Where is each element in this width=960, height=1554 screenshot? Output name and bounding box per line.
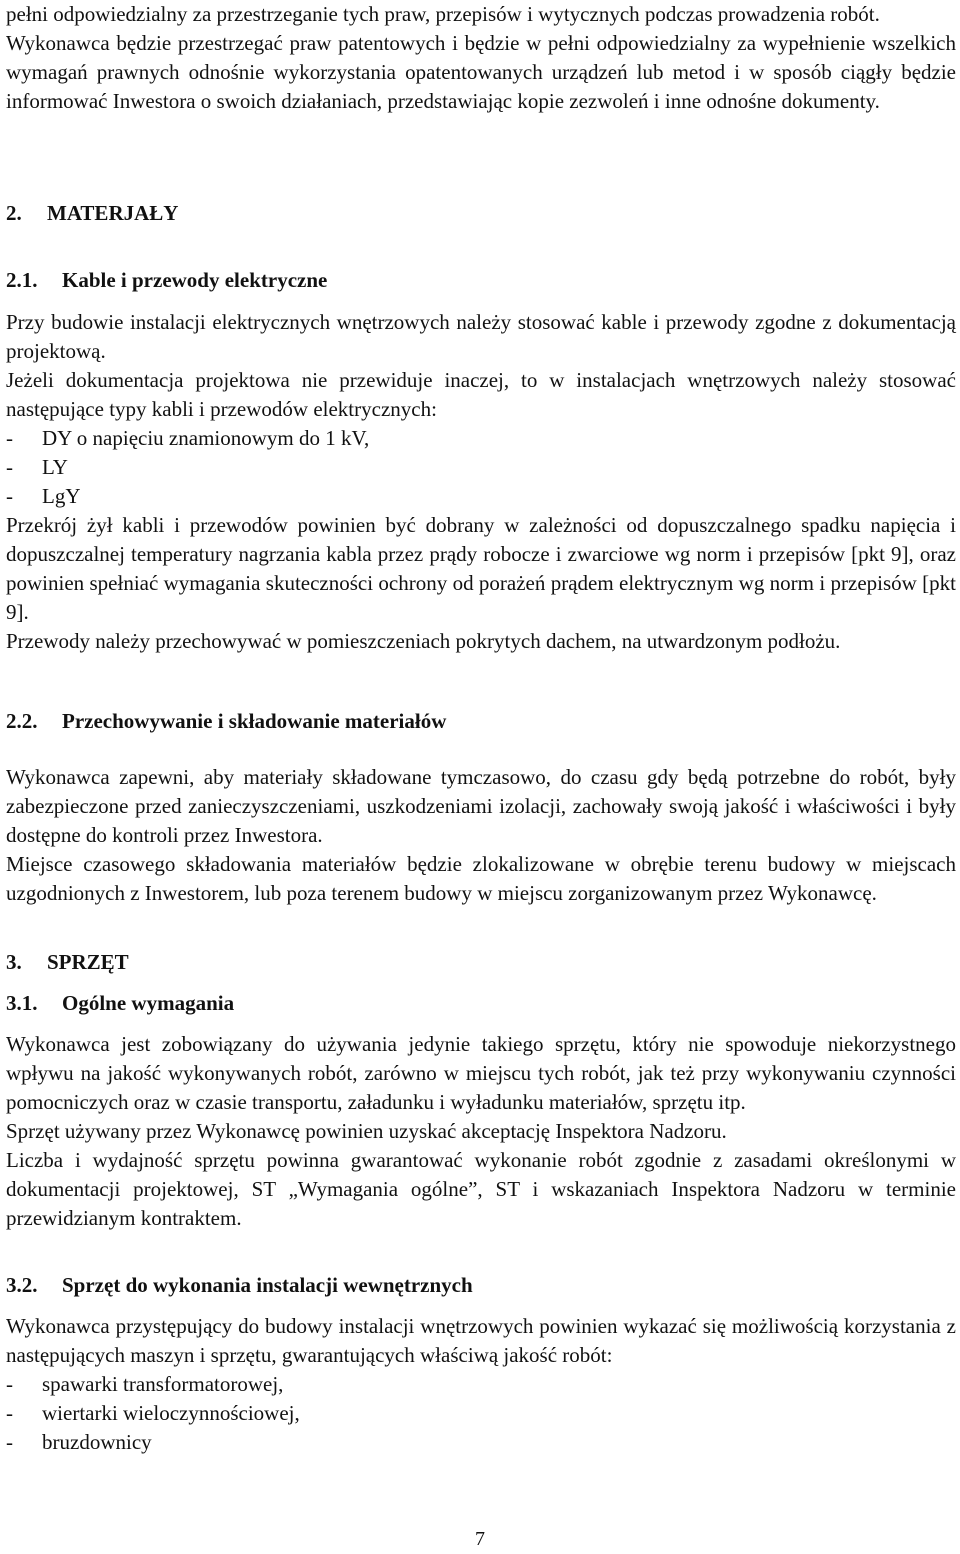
section-2-1-heading — [6, 266, 956, 295]
paragraph: Przewody należy przechowywać w pomieszczeniach pokrytych dachem, na utwardzonym podłożu. — [6, 629, 841, 653]
list-marker: - — [6, 1401, 13, 1425]
paragraph: Jeżeli dokumentacja projektowa nie przewiduje inaczej, to w instalacjach wnętrzowych należy stosować następujące typy kabli i przewodów elektrycznych: — [6, 368, 956, 421]
section-title: Przechowywanie i składowanie materiałów — [62, 709, 447, 733]
section-number: 3.2. — [6, 1273, 38, 1297]
section-number: 2.2. — [6, 709, 38, 733]
section-title: Ogólne wymagania — [62, 991, 235, 1015]
list-item: - DY o napięciu znamionowym do 1 kV, — [6, 424, 956, 453]
section-number: 3.1. — [6, 991, 38, 1015]
list-item: - spawarki transformatorowej, — [6, 1370, 956, 1399]
section-3-heading — [6, 948, 956, 977]
section-3-2-body — [6, 1312, 956, 1457]
section-3-2-heading — [6, 1271, 956, 1300]
paragraph-continuation: pełni odpowiedzialny za przestrzeganie tych praw, przepisów i wytycznych podczas prowadzenia robót. — [6, 2, 880, 26]
section-number: 2. — [6, 201, 22, 225]
list-item: - wiertarki wieloczynnościowej, — [6, 1399, 956, 1428]
paragraph: Sprzęt używany przez Wykonawcę powinien uzyskać akceptację Inspektora Nadzoru. — [6, 1119, 727, 1143]
paragraph-patents: Wykonawca będzie przestrzegać praw patentowych i będzie w pełni odpowiedzialny za wypełnienie wszelkich wymagań prawnych odnośnie wykorzystania opatentowanych urządzeń lub metod i w sposób ciągły będzie informować Inwestora o swoich działaniach, przedstawiając kopie zezwoleń i inne odnośne dokumenty. — [6, 31, 956, 113]
list-marker: - — [6, 426, 13, 450]
section-2-2-heading — [6, 707, 956, 736]
section-title: SPRZĘT — [47, 950, 129, 974]
list-item: - LgY — [6, 482, 956, 511]
paragraph: Wykonawca przystępujący do budowy instalacji wnętrzowych powinien wykazać się możliwością korzystania z następujących maszyn i sprzętu, gwarantujących właściwą jakość robót: — [6, 1314, 956, 1367]
section-number: 2.1. — [6, 268, 38, 292]
paragraph: Przekrój żył kabli i przewodów powinien być dobrany w zależności od dopuszczalnego spadku napięcia i dopuszczalnej temperatury nagrzania kabla przez prądy robocze i zwarciowe wg norm i przepisów [pkt 9], oraz powinien spełniać wymagania skuteczności ochrony od porażeń prądem elektrycznym wg norm i przepisów [pkt 9]. — [6, 513, 956, 624]
list-marker: - — [6, 484, 13, 508]
paragraph: Liczba i wydajność sprzętu powinna gwarantować wykonanie robót zgodnie z zasadami określonymi w dokumentacji projektowej, ST „Wymagania ogólne”, ST i wskazaniach Inspektora Nadzoru w terminie przewidzianym kontraktem. — [6, 1148, 956, 1230]
paragraph: Przy budowie instalacji elektrycznych wnętrzowych należy stosować kable i przewody zgodne z dokumentacją projektową. — [6, 310, 956, 363]
section-2-heading — [6, 199, 956, 228]
section-title: Kable i przewody elektryczne — [62, 268, 328, 292]
paragraph: Miejsce czasowego składowania materiałów będzie zlokalizowane w obrębie terenu budowy w miejscach uzgodnionych z Inwestorem, lub poza terenem budowy w miejscu zorganizowanym przez Wykonawcę. — [6, 852, 956, 905]
section-3-1-heading — [6, 989, 956, 1018]
page-number: 7 — [475, 1528, 485, 1550]
paragraph: Wykonawca jest zobowiązany do używania jedynie takiego sprzętu, który nie spowoduje niekorzystnego wpływu na jakość wykonywanych robót, zarówno w miejscu tych robót, jak też przy wykonywaniu czynności pomocniczych oraz w czasie transportu, załadunku i wyładunku materiałów, sprzętu itp. — [6, 1032, 956, 1114]
list-item: - bruzdownicy — [6, 1428, 956, 1457]
paragraph: Wykonawca zapewni, aby materiały składowane tymczasowo, do czasu gdy będą potrzebne do robót, były zabezpieczone przed zanieczyszczeniami, uszkodzeniami izolacji, zachowały swoją jakość i właściwości i były dostępne do kontroli przez Inwestora. — [6, 765, 956, 847]
section-3-1-body — [6, 1030, 956, 1233]
list-marker: - — [6, 455, 13, 479]
list-marker: - — [6, 1430, 13, 1454]
section-2-2-body — [6, 763, 956, 908]
section-title: MATERJAŁY — [47, 201, 179, 225]
intro-block — [6, 0, 956, 116]
section-2-1-body — [6, 308, 956, 656]
section-title: Sprzęt do wykonania instalacji wewnętrznych — [62, 1273, 473, 1297]
list-marker: - — [6, 1372, 13, 1396]
list-item: - LY — [6, 453, 956, 482]
section-number: 3. — [6, 950, 22, 974]
